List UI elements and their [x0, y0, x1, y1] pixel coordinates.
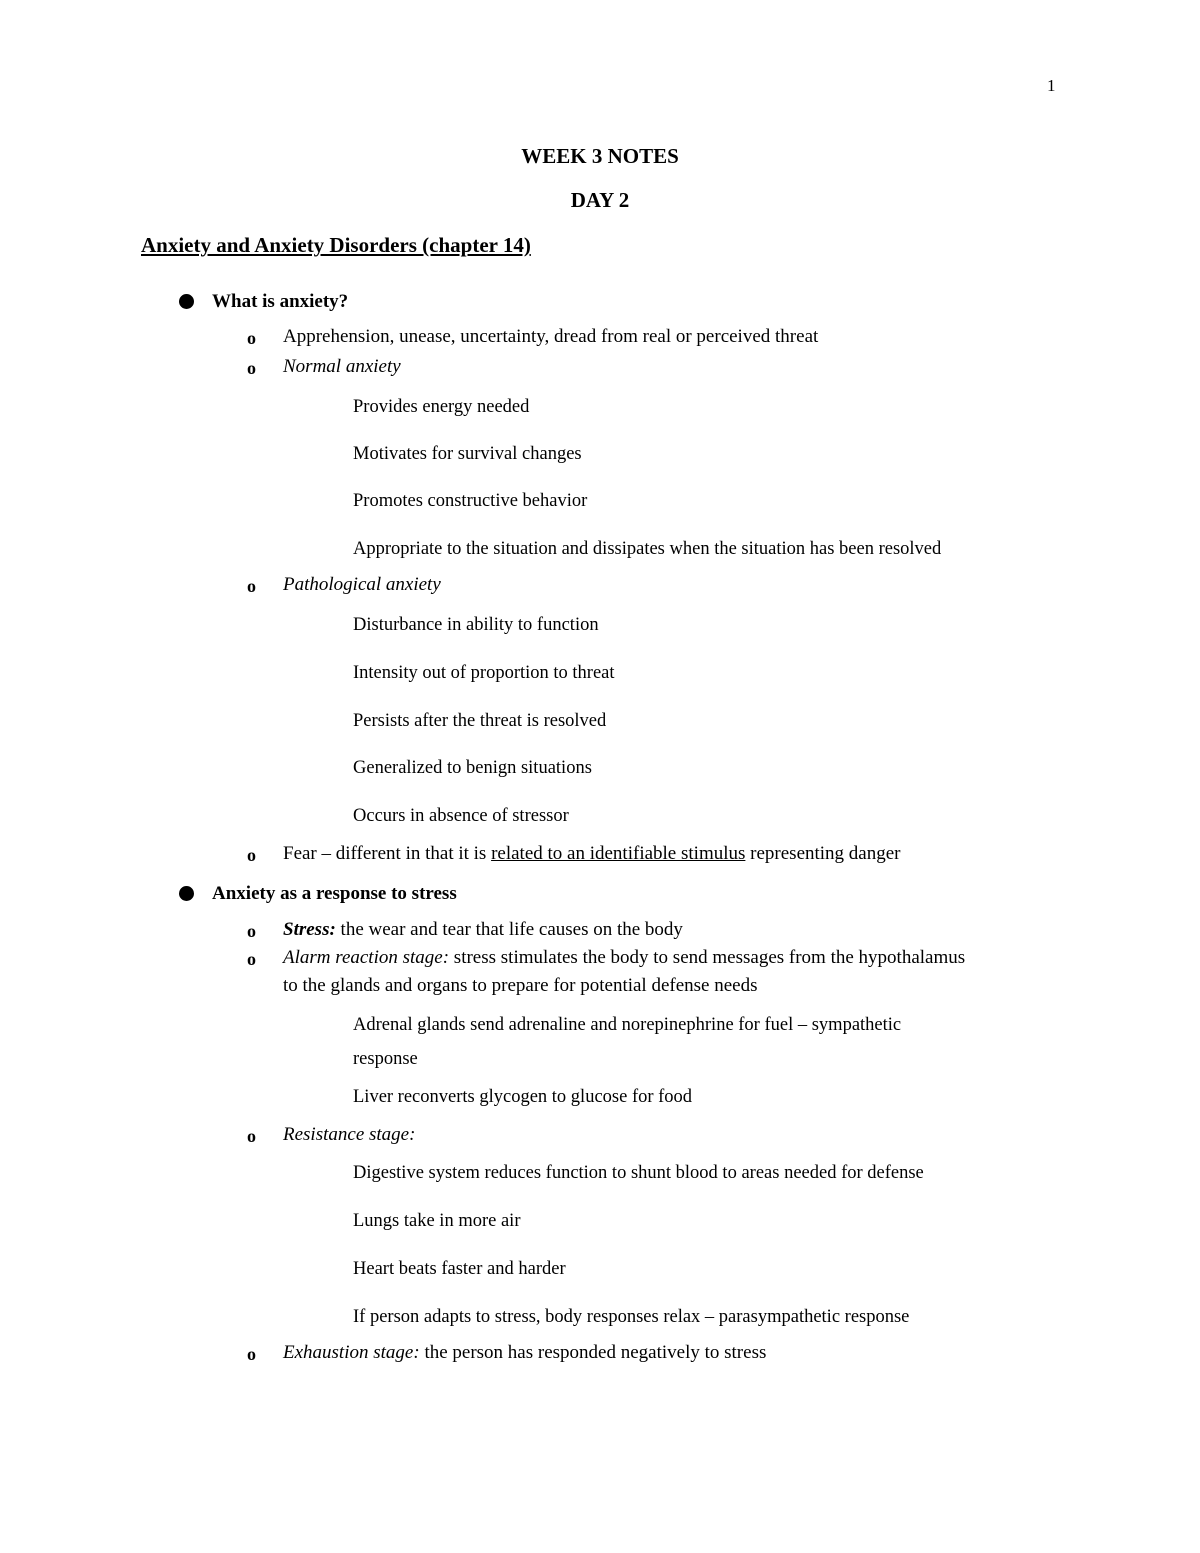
list-item-text: stress stimulates the body to send messages from the hypothalamus: [449, 947, 966, 968]
sub-bullet-marker: o: [247, 1344, 256, 1364]
nested-item: Disturbance in ability to function: [353, 615, 599, 635]
underlined-phrase: related to an identifiable stimulus: [491, 843, 746, 864]
nested-item: Digestive system reduces function to shunt blood to areas needed for defense: [353, 1163, 924, 1183]
list-item-continuation: to the glands and organs to prepare for potential defense needs: [283, 975, 758, 996]
sub-bullet-marker: o: [247, 328, 256, 348]
nested-item: Adrenal glands send adrenaline and norepinephrine for fuel – sympathetic: [353, 1015, 902, 1035]
nested-item: Generalized to benign situations: [353, 758, 592, 778]
sub-bullet-marker: o: [247, 845, 256, 865]
nested-item: Appropriate to the situation and dissipates when the situation has been resolved: [353, 539, 942, 559]
list-item: [283, 920, 683, 939]
nested-item: Persists after the threat is resolved: [353, 711, 607, 731]
sub-bullet-marker: o: [247, 358, 256, 378]
list-item-text: the wear and tear that life causes on the body: [335, 919, 683, 940]
list-item: [283, 1343, 766, 1362]
list-item-label: Pathological anxiety: [283, 574, 441, 595]
sub-bullet-marker: o: [247, 949, 256, 969]
list-item-label: Exhaustion stage:: [283, 1342, 420, 1363]
nested-item: response: [353, 1049, 418, 1069]
list-item-label: Normal anxiety: [283, 356, 401, 377]
bullet-dot-icon: [179, 294, 194, 309]
list-item-text: Fear – different in that it is: [283, 843, 492, 864]
nested-item: Lungs take in more air: [353, 1211, 521, 1231]
bullet-heading: What is anxiety?: [212, 291, 349, 312]
nested-item: Liver reconverts glycogen to glucose for food: [353, 1087, 693, 1107]
nested-item: Occurs in absence of stressor: [353, 806, 569, 826]
nested-item: If person adapts to stress, body responses relax – parasympathetic response: [353, 1307, 910, 1327]
list-item: [283, 948, 965, 967]
nested-item: Motivates for survival changes: [353, 444, 582, 464]
bullet-dot-icon: [179, 886, 194, 901]
nested-item: Promotes constructive behavior: [353, 491, 588, 511]
list-item-text: the person has responded negatively to stress: [419, 1342, 767, 1363]
nested-item: Provides energy needed: [353, 397, 530, 417]
sub-bullet-marker: o: [247, 576, 256, 596]
sub-bullet-marker: o: [247, 1126, 256, 1146]
list-item-label: Stress:: [283, 919, 336, 940]
list-item-text: representing danger: [745, 843, 901, 864]
list-item-label: Resistance stage:: [283, 1124, 416, 1145]
list-item: Apprehension, unease, uncertainty, dread from real or perceived threat: [283, 326, 819, 347]
section-heading: Anxiety and Anxiety Disorders (chapter 14): [141, 233, 531, 257]
sub-bullet-marker: o: [247, 921, 256, 941]
list-item-label: Alarm reaction stage:: [283, 947, 450, 968]
nested-item: Heart beats faster and harder: [353, 1259, 566, 1279]
nested-item: Intensity out of proportion to threat: [353, 663, 615, 683]
page-number: 1: [1047, 76, 1056, 95]
document-title: WEEK 3 NOTES: [521, 144, 679, 168]
bullet-heading: Anxiety as a response to stress: [212, 883, 457, 904]
list-item: [283, 844, 901, 863]
document-subtitle: DAY 2: [570, 188, 630, 212]
